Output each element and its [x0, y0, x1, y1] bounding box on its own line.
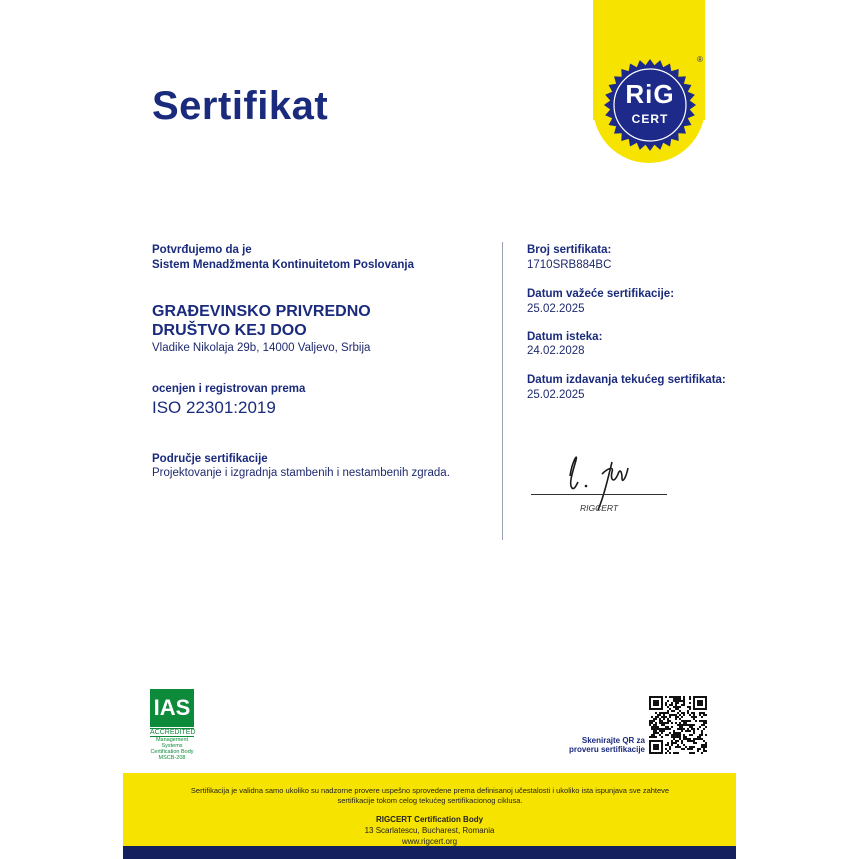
certificate-number-label: Broj sertifikata: [527, 244, 612, 256]
certificate-title: Sertifikat [152, 84, 329, 128]
system-name: Sistem Menadžmenta Kontinuitetom Poslovanja [152, 259, 414, 271]
footer-band [123, 773, 736, 846]
assessed-label: ocenjen i registrovan prema [152, 383, 306, 395]
company-address: Vladike Nikolaja 29b, 14000 Valjevo, Srbija [152, 342, 371, 354]
confirm-label: Potvrđujemo da je [152, 244, 252, 256]
company-name-line1: GRAĐEVINSKO PRIVREDNO [152, 303, 371, 320]
standard-name: ISO 22301:2019 [152, 398, 276, 417]
company-name [152, 302, 371, 340]
ias-accreditation-badge [150, 689, 196, 761]
footer-company-name: RIGCERT Certification Body [375, 815, 484, 824]
issue-date-value: 25.02.2025 [527, 389, 585, 401]
expiry-date-value: 24.02.2028 [527, 345, 585, 357]
scope-value: Projektovanje i izgradnja stambenih i nestambenih zgrada. [152, 467, 450, 479]
footer-address: 13 Scarlatescu, Bucharest, Romania [364, 826, 495, 835]
ias-mark: IAS [150, 689, 194, 727]
logo-text-cert: CERT [631, 112, 669, 126]
scope-label: Područje sertifikacije [152, 453, 268, 465]
footer-website[interactable]: www.rigcert.org [401, 837, 458, 846]
qr-caption-line1: Skenirajte QR za [581, 736, 645, 745]
registered-mark: ® [697, 55, 703, 64]
valid-date-label: Datum važeće sertifikacije: [527, 288, 675, 300]
logo-text-rig: RiG [625, 79, 675, 109]
footer-note-line2: sertifikacije tokom celog tekućeg sertifikacionog ciklusa. [337, 796, 523, 805]
qr-caption-line2: proveru sertifikacije [568, 745, 645, 754]
certificate-number-value: 1710SRB884BC [527, 259, 612, 271]
ias-accredited: ACCREDITED [150, 729, 196, 736]
qr-caption [555, 736, 645, 754]
ias-line2: Certification Body [150, 749, 194, 755]
qr-code-icon[interactable] [649, 696, 707, 754]
footer-note [140, 786, 720, 806]
issue-date-label: Datum izdavanja tekućeg sertifikata: [527, 374, 726, 386]
column-divider [502, 242, 503, 540]
valid-date-value: 25.02.2025 [527, 303, 585, 315]
expiry-date-label: Datum isteka: [527, 331, 603, 343]
company-name-line2: DRUŠTVO KEJ DOO [152, 322, 307, 339]
ias-line1: Management Systems [155, 737, 189, 749]
signature-caption: RIGCERT [580, 503, 619, 513]
signature-line [531, 494, 667, 495]
ias-line3: MSCB-208 [158, 755, 186, 761]
footer-bar [123, 846, 736, 859]
footer-note-line1: Sertifikacija je validna samo ukoliko su nadzorne provere uspešno sprovedene prema definisanoj učestalosti i ukoliko ista ispunjava sve zahteve [190, 786, 670, 795]
